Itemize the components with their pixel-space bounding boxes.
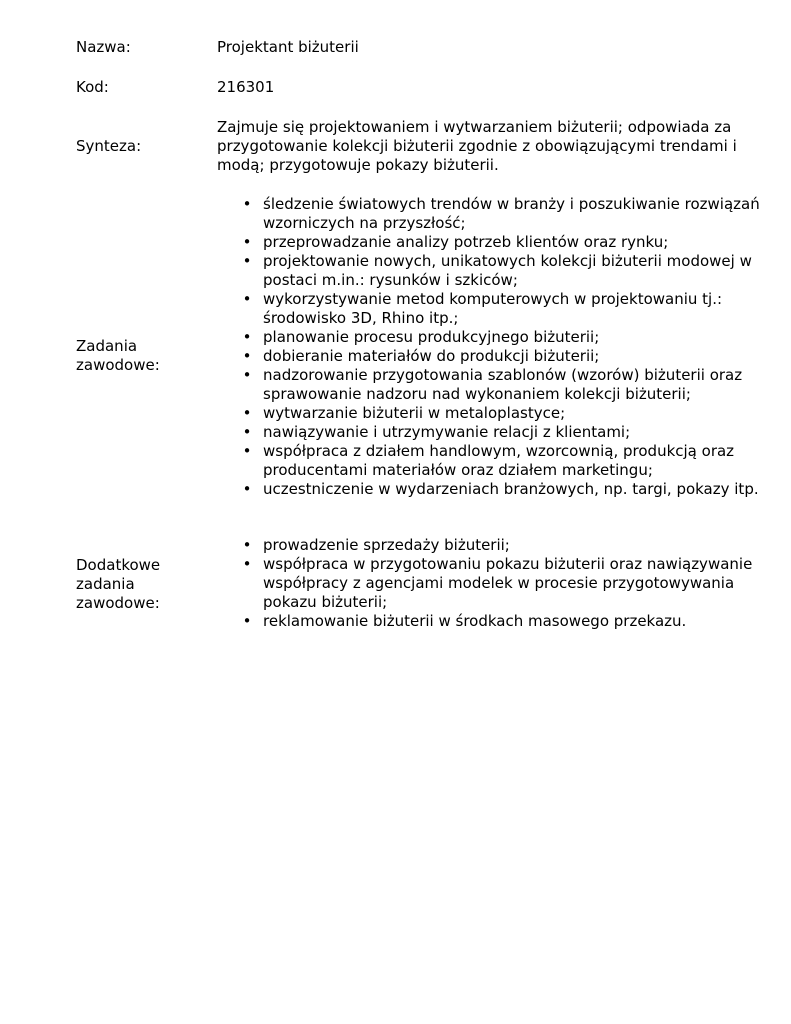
tasks-label: Zadania zawodowe: <box>76 337 160 374</box>
bullet-icon: • <box>242 195 252 213</box>
list-item-text: wytwarzanie biżuterii w metaloplastyce; <box>263 404 566 422</box>
bullet-icon: • <box>242 252 252 270</box>
bullet-icon: • <box>242 423 252 441</box>
list-item-text: nadzorowanie przygotowania szablonów (wzorów) biżuterii oraz sprawowanie nadzoru nad wykonaniem kolekcji biżuterii; <box>263 366 743 403</box>
list-item <box>240 480 762 499</box>
list-item-text: uczestniczenie w wydarzeniach branżowych, np. targi, pokazy itp. <box>263 480 759 498</box>
bullet-icon: • <box>242 233 252 251</box>
additional-tasks-label: Dodatkowe zadania zawodowe: <box>76 556 161 612</box>
bullet-icon: • <box>242 612 252 630</box>
bullet-icon: • <box>242 328 252 346</box>
list-item-text: nawiązywanie i utrzymywanie relacji z klientami; <box>263 423 631 441</box>
list-item <box>240 233 762 252</box>
bullet-icon: • <box>242 404 252 422</box>
list-item-text: prowadzenie sprzedaży biżuterii; <box>263 536 510 554</box>
synthesis-value: Zajmuje się projektowaniem i wytwarzaniem biżuterii; odpowiada za przygotowanie kolekcji biżuterii zgodnie z obowiązującymi trendami i modą; przygotowuje pokazy biżuterii. <box>217 118 737 174</box>
list-item-text: projektowanie nowych, unikatowych kolekcji biżuterii modowej w postaci m.in.: rysunków i szkiców; <box>263 252 752 289</box>
tasks-list <box>240 195 762 499</box>
bullet-icon: • <box>242 480 252 498</box>
list-item <box>240 536 762 555</box>
list-item <box>240 290 762 328</box>
list-item <box>240 612 762 631</box>
list-item <box>240 195 762 233</box>
list-item-text: przeprowadzanie analizy potrzeb klientów oraz rynku; <box>263 233 669 251</box>
code-value: 216301 <box>217 78 275 96</box>
list-item <box>240 347 762 366</box>
list-item <box>240 404 762 423</box>
bullet-icon: • <box>242 347 252 365</box>
list-item-text: współpraca z działem handlowym, wzorcownią, produkcją oraz producentami materiałów oraz działem marketingu; <box>263 442 735 479</box>
bullet-icon: • <box>242 366 252 384</box>
bullet-icon: • <box>242 555 252 573</box>
list-item-text: planowanie procesu produkcyjnego biżuterii; <box>263 328 600 346</box>
bullet-icon: • <box>242 290 252 308</box>
name-label: Nazwa: <box>76 38 131 56</box>
list-item <box>240 442 762 480</box>
synthesis-label: Synteza: <box>76 137 142 155</box>
list-item <box>240 555 762 612</box>
additional-tasks-list <box>240 536 762 631</box>
bullet-icon: • <box>242 442 252 460</box>
list-item <box>240 366 762 404</box>
code-label: Kod: <box>76 78 109 96</box>
bullet-icon: • <box>242 536 252 554</box>
list-item <box>240 252 762 290</box>
list-item <box>240 423 762 442</box>
list-item-text: współpraca w przygotowaniu pokazu biżuterii oraz nawiązywanie współpracy z agencjami modelek w procesie przygotowywania pokazu biżuterii; <box>263 555 753 611</box>
list-item-text: śledzenie światowych trendów w branży i poszukiwanie rozwiązań wzorniczych na przyszłość; <box>263 195 760 232</box>
list-item-text: dobieranie materiałów do produkcji biżuterii; <box>263 347 600 365</box>
list-item-text: reklamowanie biżuterii w środkach masowego przekazu. <box>263 612 687 630</box>
list-item-text: wykorzystywanie metod komputerowych w projektowaniu tj.: środowisko 3D, Rhino itp.; <box>263 290 723 327</box>
name-value: Projektant biżuterii <box>217 38 359 56</box>
list-item <box>240 328 762 347</box>
